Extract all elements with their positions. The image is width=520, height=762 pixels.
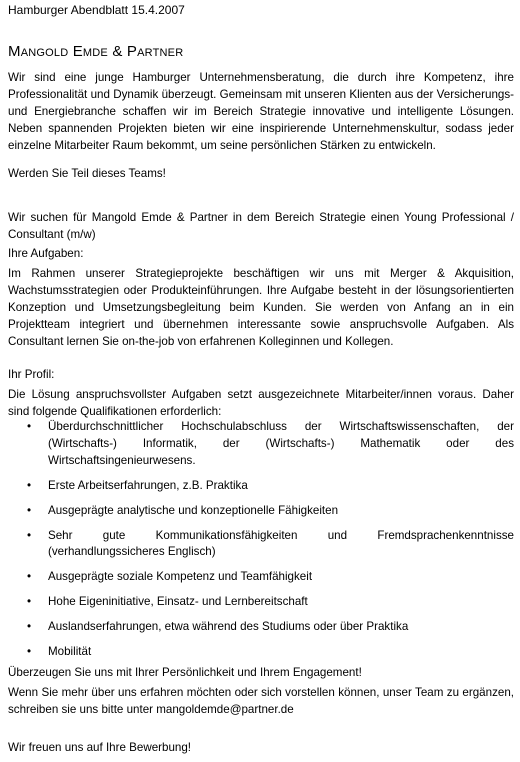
list-item — [8, 569, 514, 586]
profile-paragraph: Die Lösung anspruchsvollster Aufgaben setzt ausgezeichnete Mitarbeiter/innen voraus. Daher sind folgende Qualifikationen erforderlich: — [8, 388, 514, 418]
qualification-text: Hohe Eigeninitiative, Einsatz- und Lernbereitschaft — [48, 595, 308, 609]
tasks-paragraph: Im Rahmen unserer Strategieprojekte beschäftigen wir uns mit Merger & Akquisition, Wachstumsstrategien oder Produkteinführungen. Ihre Aufgabe besteht in der lösungsorientierten Konzeption und Umsetzungsbegleitung beim Kunden. Sie werden von Anfang an in ein Projektteam integriert und übernehmen interessante sowie anspruchsvolle Aufgaben. Als Consultant lernen Sie on-the-job von erfahrenen Kolleginnen und Kollegen. — [8, 267, 514, 348]
position-search: Wir suchen für Mangold Emde & Partner in dem Bereich Strategie einen Young Professional / Consultant (m/w) — [8, 211, 514, 241]
bullet-icon: • — [26, 620, 32, 634]
bullet-icon: • — [26, 420, 32, 433]
list-item — [8, 503, 514, 520]
team-invitation: Werden Sie Teil dieses Teams! — [8, 167, 166, 180]
bullet-icon: • — [26, 595, 32, 609]
qualification-text: Sehr gute Kommunikationsfähigkeiten und Fremdsprachenkenntnisse (verhandlungssicheres Englisch) — [48, 528, 514, 559]
tasks-heading: Ihre Aufgaben: — [8, 247, 84, 260]
bullet-icon: • — [26, 645, 32, 659]
intro-paragraph: Wir sind eine junge Hamburger Unternehmensberatung, die durch ihre Kompetenz, ihre Professionalität und Dynamik überzeugt. Gemeinsam mit unseren Klienten aus der Versicherungs- und Energiebranche schaffen wir im Bereich Strategie innovative und intelligente Lösungen. Neben spannenden Projekten bieten wir eine inspirierende Unternehmenskultur, sodass jeder einzelne Mitarbeiter Raum bekommt, um seine persönlichen Stärken zu entwickeln. — [8, 71, 514, 152]
convince-line: Überzeugen Sie uns mit Ihrer Persönlichkeit und Ihrem Engagement! — [8, 666, 362, 679]
bullet-icon: • — [26, 503, 32, 517]
qualification-text: Mobilität — [48, 645, 92, 659]
list-item — [8, 528, 514, 562]
list-item — [8, 594, 514, 611]
list-item — [8, 644, 514, 661]
list-item — [8, 478, 514, 495]
qualifications-list — [8, 419, 514, 661]
qualification-text: Auslandserfahrungen, etwa während des Studiums oder über Praktika — [48, 620, 409, 634]
qualification-text: Ausgeprägte analytische und konzeptionelle Fähigkeiten — [48, 503, 339, 517]
qualification-text: Überdurchschnittlicher Hochschulabschluss der Wirtschaftswissenschaften, der (Wirtschafts-) Informatik, der (Wirtschafts-) Mathematik oder des Wirtschaftsingenieurwesens. — [48, 420, 514, 467]
list-item — [8, 419, 514, 470]
contact-paragraph: Wenn Sie mehr über uns erfahren möchten oder sich vorstellen können, unser Team zu ergänzen, schreiben sie uns bitte unter mangoldemde@partner.de — [8, 686, 514, 716]
qualification-text: Erste Arbeitserfahrungen, z.B. Praktika — [48, 478, 248, 492]
newspaper-header: Hamburger Abendblatt 15.4.2007 — [8, 3, 185, 17]
bullet-icon: • — [26, 528, 32, 542]
profile-heading: Ihr Profil: — [8, 368, 55, 381]
company-title: Mangold Emde & Partner — [8, 43, 184, 60]
list-item — [8, 619, 514, 636]
bullet-icon: • — [26, 570, 32, 584]
closing-line: Wir freuen uns auf Ihre Bewerbung! — [8, 741, 192, 754]
qualification-text: Ausgeprägte soziale Kompetenz und Teamfähigkeit — [48, 570, 313, 584]
bullet-icon: • — [26, 478, 32, 492]
